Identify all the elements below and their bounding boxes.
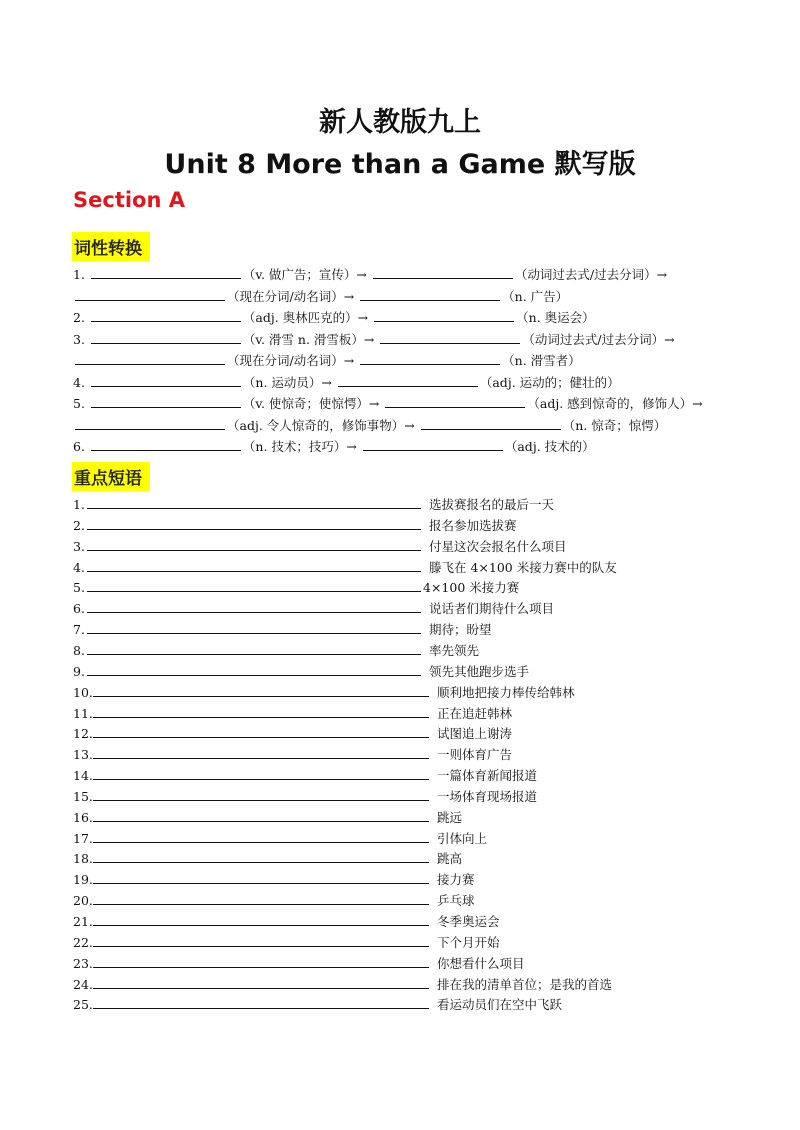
phrase-number: 24. bbox=[73, 976, 93, 992]
answer-blank[interactable] bbox=[374, 308, 514, 322]
phrase-number: 13. bbox=[73, 747, 93, 763]
phrase-chinese: 试图追上谢涛 bbox=[437, 726, 513, 742]
phrase-item bbox=[73, 704, 713, 724]
phrase-item bbox=[73, 829, 713, 849]
answer-blank[interactable] bbox=[93, 912, 429, 926]
phrase-number: 7. bbox=[73, 622, 85, 638]
answer-blank[interactable] bbox=[91, 394, 241, 408]
wordform-text: 2. bbox=[73, 310, 89, 325]
phrase-chinese: 接力赛 bbox=[437, 872, 475, 888]
wordform-text: （v. 滑雪 n. 滑雪板）→ bbox=[242, 331, 379, 347]
phrase-item bbox=[73, 870, 713, 890]
phrase-number: 6. bbox=[73, 601, 85, 617]
answer-blank[interactable] bbox=[93, 724, 429, 738]
wordform-text: （adj. 运动的；健壮的） bbox=[479, 374, 620, 390]
phrase-number: 22. bbox=[73, 934, 93, 950]
phrase-chinese: 看运动员们在空中飞跃 bbox=[437, 997, 563, 1013]
phrase-number: 4. bbox=[73, 559, 85, 575]
phrase-item bbox=[73, 933, 713, 953]
phrase-chinese: 4×100 米接力赛 bbox=[423, 580, 520, 596]
wordform-text: （现在分词/动名词）→ bbox=[227, 288, 359, 304]
phrase-chinese: 正在追赶韩林 bbox=[437, 705, 513, 721]
phrase-item bbox=[73, 537, 713, 557]
phrase-item bbox=[73, 599, 713, 619]
answer-blank[interactable] bbox=[91, 308, 241, 322]
phrase-item bbox=[73, 745, 713, 765]
phrase-chinese: 一则体育广告 bbox=[437, 747, 513, 763]
wordform-text: 1. bbox=[73, 267, 89, 282]
phrase-number: 21. bbox=[73, 914, 93, 929]
phrase-item bbox=[73, 766, 713, 786]
answer-blank[interactable] bbox=[93, 766, 429, 780]
wordform-line bbox=[73, 394, 760, 414]
wordforms-heading: 词性转换 bbox=[72, 232, 150, 261]
phrase-chinese: 跳高 bbox=[437, 851, 463, 867]
page-title-cn: 新人教版九上 bbox=[319, 107, 481, 138]
phrase-number: 2. bbox=[73, 517, 85, 533]
phrase-chinese: 报名参加选拔赛 bbox=[429, 517, 517, 533]
answer-blank[interactable] bbox=[87, 662, 421, 676]
answer-blank[interactable] bbox=[360, 351, 500, 365]
wordform-text: （n. 滑雪者） bbox=[502, 353, 581, 368]
phrase-number: 23. bbox=[73, 955, 93, 971]
answer-blank[interactable] bbox=[93, 745, 429, 759]
answer-blank[interactable] bbox=[93, 975, 429, 989]
answer-blank[interactable] bbox=[363, 437, 503, 451]
wordform-text: 6. bbox=[73, 439, 89, 454]
wordform-line bbox=[73, 308, 760, 328]
phrase-chinese: 付星这次会报名什么项目 bbox=[429, 538, 567, 554]
phrase-chinese: 一场体育现场报道 bbox=[437, 788, 538, 804]
phrase-number: 5. bbox=[73, 580, 85, 596]
phrases-heading: 重点短语 bbox=[72, 462, 150, 491]
phrase-chinese: 顺利地把接力棒传给韩林 bbox=[437, 684, 575, 700]
wordform-line bbox=[73, 416, 760, 436]
answer-blank[interactable] bbox=[87, 599, 421, 613]
phrase-chinese: 冬季奥运会 bbox=[437, 914, 500, 929]
wordform-text: （现在分词/动名词）→ bbox=[227, 353, 359, 368]
phrase-item bbox=[73, 995, 713, 1015]
phrase-item bbox=[73, 620, 713, 640]
phrase-chinese: 一篇体育新闻报道 bbox=[437, 768, 538, 784]
page-title-en: Unit 8 More than a Game 默写版 bbox=[164, 149, 636, 180]
answer-blank[interactable] bbox=[93, 787, 429, 801]
wordform-line bbox=[73, 351, 760, 371]
answer-blank[interactable] bbox=[338, 373, 478, 387]
phrase-item bbox=[73, 495, 713, 515]
phrase-number: 10. bbox=[73, 684, 93, 700]
phrase-item bbox=[73, 787, 713, 807]
phrase-chinese: 期待；盼望 bbox=[429, 622, 492, 638]
wordform-text: （n. 广告） bbox=[502, 288, 569, 304]
phrase-chinese: 领先其他跑步选手 bbox=[429, 663, 530, 679]
phrase-item bbox=[73, 724, 713, 744]
phrase-number: 16. bbox=[73, 809, 93, 825]
answer-blank[interactable] bbox=[91, 330, 241, 344]
phrase-item bbox=[73, 849, 713, 869]
phrase-number: 25. bbox=[73, 997, 93, 1013]
wordform-text: （动词过去式/过去分词）→ bbox=[522, 331, 675, 347]
wordform-text: （v. 做广告；宣传）→ bbox=[242, 267, 371, 282]
phrase-item bbox=[73, 641, 713, 661]
phrase-item bbox=[73, 516, 713, 536]
answer-blank[interactable] bbox=[360, 287, 500, 301]
section-heading: Section A bbox=[73, 188, 185, 212]
answer-blank[interactable] bbox=[91, 373, 241, 387]
answer-blank[interactable] bbox=[421, 416, 561, 430]
wordform-line bbox=[73, 265, 760, 285]
answer-blank[interactable] bbox=[87, 620, 421, 634]
wordform-line bbox=[73, 437, 760, 457]
answer-blank[interactable] bbox=[91, 437, 241, 451]
phrase-chinese: 率先领先 bbox=[429, 642, 480, 658]
answer-blank[interactable] bbox=[75, 287, 225, 301]
answer-blank[interactable] bbox=[93, 933, 429, 947]
phrase-number: 14. bbox=[73, 768, 93, 784]
phrase-chinese: 排在我的清单首位；是我的首选 bbox=[437, 976, 613, 992]
wordform-text: （动词过去式/过去分词）→ bbox=[514, 267, 668, 282]
phrase-number: 17. bbox=[73, 830, 93, 846]
phrase-chinese: 下个月开始 bbox=[437, 934, 500, 950]
wordform-text: （n. 运动员）→ bbox=[242, 374, 336, 390]
phrase-item bbox=[73, 683, 713, 703]
answer-blank[interactable] bbox=[87, 578, 421, 592]
answer-blank[interactable] bbox=[93, 808, 429, 822]
phrase-number: 20. bbox=[73, 893, 93, 909]
phrase-item bbox=[73, 975, 713, 995]
phrase-number: 8. bbox=[73, 642, 85, 658]
phrase-chinese: 乒乓球 bbox=[437, 893, 475, 909]
phrase-number: 18. bbox=[73, 851, 93, 867]
phrase-chinese: 滕飞在 4×100 米接力赛中的队友 bbox=[429, 559, 617, 575]
answer-blank[interactable] bbox=[93, 704, 429, 718]
answer-blank[interactable] bbox=[373, 265, 513, 279]
answer-blank[interactable] bbox=[93, 829, 429, 843]
answer-blank[interactable] bbox=[87, 537, 421, 551]
phrase-number: 19. bbox=[73, 872, 93, 888]
phrase-item bbox=[73, 578, 713, 598]
wordform-text: （n. 技术；技巧）→ bbox=[242, 439, 361, 454]
wordform-text: 5. bbox=[73, 396, 89, 411]
answer-blank[interactable] bbox=[93, 849, 429, 863]
phrase-chinese: 说话者们期待什么项目 bbox=[429, 601, 555, 617]
answer-blank[interactable] bbox=[93, 683, 429, 697]
phrase-item bbox=[73, 558, 713, 578]
wordform-text: （v. 使惊奇；使惊愕）→ bbox=[242, 396, 384, 411]
answer-blank[interactable] bbox=[93, 995, 429, 1009]
phrase-chinese: 跳远 bbox=[437, 809, 463, 825]
phrase-item bbox=[73, 808, 713, 828]
wordform-text: （adj. 令人惊奇的，修饰事物）→ bbox=[227, 417, 419, 433]
answer-blank[interactable] bbox=[75, 351, 225, 365]
phrase-number: 12. bbox=[73, 726, 93, 742]
phrase-chinese: 你想看什么项目 bbox=[437, 955, 525, 971]
phrase-number: 11. bbox=[73, 705, 93, 721]
answer-blank[interactable] bbox=[93, 891, 429, 905]
phrase-number: 9. bbox=[73, 663, 85, 679]
wordform-text: （n. 惊奇；惊愕） bbox=[562, 417, 667, 433]
wordform-line bbox=[73, 287, 760, 307]
wordform-line bbox=[73, 330, 760, 350]
wordform-text: （n. 奥运会） bbox=[516, 310, 595, 325]
wordform-text: （adj. 技术的） bbox=[504, 439, 595, 454]
answer-blank[interactable] bbox=[93, 954, 429, 968]
answer-blank[interactable] bbox=[87, 558, 421, 572]
phrase-number: 3. bbox=[73, 538, 85, 554]
phrase-item bbox=[73, 954, 713, 974]
answer-blank[interactable] bbox=[93, 870, 429, 884]
answer-blank[interactable] bbox=[87, 641, 421, 655]
wordform-text: 4. bbox=[73, 374, 89, 390]
phrase-item bbox=[73, 891, 713, 911]
wordform-text: 3. bbox=[73, 331, 89, 347]
answer-blank[interactable] bbox=[91, 265, 241, 279]
phrase-number: 15. bbox=[73, 788, 93, 804]
phrase-item bbox=[73, 662, 713, 682]
answer-blank[interactable] bbox=[75, 416, 225, 430]
phrase-chinese: 选拔赛报名的最后一天 bbox=[429, 497, 555, 512]
answer-blank[interactable] bbox=[87, 516, 421, 530]
answer-blank[interactable] bbox=[380, 330, 520, 344]
wordform-text: （adj. 感到惊奇的，修饰人）→ bbox=[527, 396, 703, 411]
answer-blank[interactable] bbox=[87, 495, 421, 509]
answer-blank[interactable] bbox=[385, 394, 525, 408]
phrase-chinese: 引体向上 bbox=[437, 830, 488, 846]
phrase-number: 1. bbox=[73, 497, 85, 512]
wordform-text: （adj. 奥林匹克的）→ bbox=[242, 310, 373, 325]
phrase-item bbox=[73, 912, 713, 932]
wordform-line bbox=[73, 373, 760, 393]
